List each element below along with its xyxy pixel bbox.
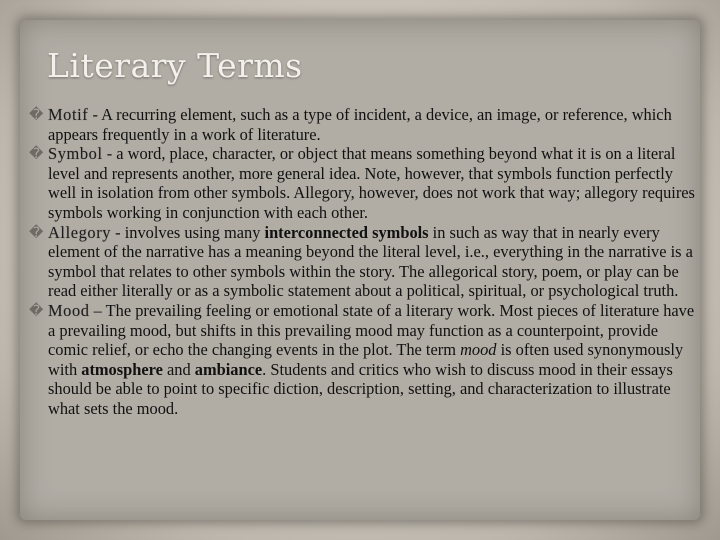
definition-mood-part-2: is often used synonymously with [48,340,684,379]
term-allegory: Allegory [48,222,112,242]
emphasis-ambiance: ambiance [194,359,263,379]
bullet-item-symbol [29,144,701,222]
bullet-list [29,105,701,419]
definition-allegory-part-2: in such as way that in nearly every element of the narrative has a meaning beyond the literal level, i.e., everything in the narrative is a symbol that relates to other symbols within the story. The allegorical story, poem, or play can be read either literally or as a symbolic statement about a political, spiritual, or psychological truth. [48,222,693,301]
bullet-icon: � [29,303,44,319]
bullet-icon: � [29,225,44,241]
term-motif: Motif [48,105,89,124]
definition-mood-part-1: – The prevailing feeling or emotional state of a literary work. Most pieces of literature have a prevailing mood, but shifts in this prevailing mood may function as a counterpoint, provide comic relief, or echo the changing events in the plot. The term [48,300,695,360]
bullet-item-allegory [29,223,701,301]
definition-symbol: - a word, place, character, or object that means something beyond what it is on a literal level and represents another, more general idea. Note, however, that symbols function perfectly well in isolation from other symbols. Allegory, however, does not work that way; allegory requires symbols working in conjunction with each other. [48,144,695,222]
emphasis-interconnected-symbols: interconnected symbols [264,222,429,242]
term-symbol: Symbol [48,144,103,164]
definition-mood-part-3: and [162,359,195,379]
slide-title: Literary Terms [47,46,303,85]
emphasis-atmosphere: atmosphere [81,359,163,379]
definition-mood-part-4: . Students and critics who wish to discuss mood in their essays should be able to point to specific diction, description, setting, and characterization to illustrate what sets the mood. [48,359,673,418]
definition-allegory-part-1: - involves using many [111,222,265,242]
bullet-icon: � [29,147,44,163]
bullet-item-mood [29,301,701,419]
italic-mood: mood [460,340,497,360]
term-mood: Mood [48,300,90,320]
bullet-icon: � [29,108,44,123]
bullet-item-motif [29,105,701,144]
definition-motif: - A recurring element, such as a type of incident, a device, an image, or reference, which appears frequently in a work of literature. [48,105,672,144]
